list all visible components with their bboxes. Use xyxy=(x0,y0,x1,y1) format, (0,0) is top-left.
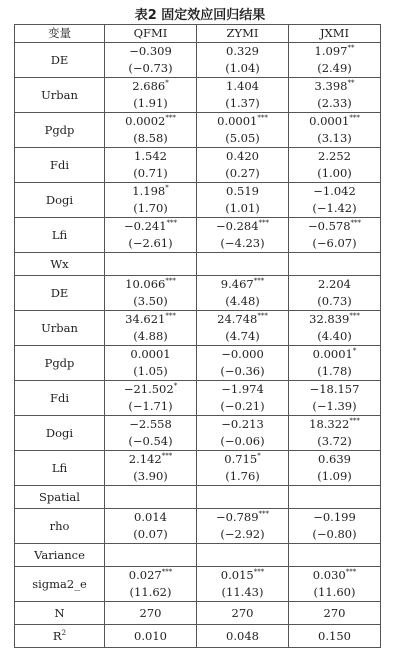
coefficient: 3.398 xyxy=(314,79,348,93)
coefficient-line xyxy=(105,78,196,95)
significance-stars: *** xyxy=(257,312,268,321)
coefficient-line xyxy=(289,346,380,363)
table-row xyxy=(15,218,381,253)
coefficient-line xyxy=(197,183,288,200)
t-statistic: (1.04) xyxy=(225,61,260,75)
significance-stars: *** xyxy=(165,277,176,286)
coefficient: 0.420 xyxy=(226,149,259,163)
coefficient-line xyxy=(105,183,196,200)
coefficient: −0.199 xyxy=(313,510,356,524)
coefficient: 1.404 xyxy=(226,79,259,93)
coefficient: 0.014 xyxy=(134,510,167,524)
estimate-cell xyxy=(197,451,289,486)
t-statistic: (1.78) xyxy=(317,364,352,378)
significance-stars: * xyxy=(173,382,178,391)
coefficient-line xyxy=(105,276,196,293)
header-col-qfmi: QFMI xyxy=(105,25,197,43)
estimate-cell xyxy=(289,416,381,451)
estimate-cell xyxy=(289,218,381,253)
variable-label: Lfi xyxy=(15,218,105,253)
variable-label: Pgdp xyxy=(15,346,105,381)
significance-stars: *** xyxy=(257,114,268,123)
stat-label xyxy=(15,602,105,625)
coefficient: 9.467 xyxy=(220,277,254,291)
estimate-cell xyxy=(105,567,197,602)
significance-stars: *** xyxy=(166,219,178,228)
variable-label: Fdi xyxy=(15,148,105,183)
t-statistic: (4.48) xyxy=(225,294,260,308)
coefficient: 0.027 xyxy=(128,568,162,582)
estimate-cell xyxy=(105,78,197,113)
coefficient: 24.748 xyxy=(217,312,258,326)
estimate-cell xyxy=(105,183,197,218)
estimate-cell xyxy=(105,218,197,253)
coefficient-line xyxy=(197,43,288,60)
significance-stars: ** xyxy=(347,79,355,88)
t-statistic: (−0.06) xyxy=(220,434,265,448)
stat-row xyxy=(15,602,381,625)
significance-stars: * xyxy=(257,452,261,461)
empty-cell xyxy=(105,544,197,567)
coefficient: 10.066 xyxy=(125,277,166,291)
coefficient: 0.329 xyxy=(226,44,259,58)
section-label: Spatial xyxy=(15,486,105,509)
t-statistic: (4.74) xyxy=(225,329,260,343)
t-statistic: (4.40) xyxy=(317,329,352,343)
coefficient: 0.0001 xyxy=(130,347,171,361)
section-label: Variance xyxy=(15,544,105,567)
table-row xyxy=(15,276,381,311)
estimate-cell xyxy=(105,416,197,451)
t-statistic: (4.88) xyxy=(133,329,168,343)
t-statistic: (0.07) xyxy=(133,527,168,541)
coefficient-line xyxy=(105,148,196,165)
variable-label: Dogi xyxy=(15,416,105,451)
t-statistic: (3.72) xyxy=(317,434,352,448)
t-statistic: (−1.71) xyxy=(128,399,173,413)
estimate-cell xyxy=(289,346,381,381)
coefficient: 1.198 xyxy=(132,184,166,198)
table-row xyxy=(15,311,381,346)
header-variable: 变量 xyxy=(15,25,105,43)
coefficient-line xyxy=(289,43,380,60)
coefficient-line xyxy=(289,451,380,468)
coefficient-line xyxy=(197,381,288,398)
coefficient-line xyxy=(197,451,288,468)
coefficient-line xyxy=(197,78,288,95)
coefficient: 0.030 xyxy=(312,568,346,582)
empty-cell xyxy=(289,544,381,567)
variable-label: Urban xyxy=(15,78,105,113)
estimate-cell xyxy=(105,311,197,346)
t-statistic: (8.58) xyxy=(133,131,168,145)
estimate-cell xyxy=(105,276,197,311)
coefficient: −0.241 xyxy=(123,219,167,233)
estimate-cell xyxy=(289,113,381,148)
section-row xyxy=(15,253,381,276)
t-statistic: (1.01) xyxy=(225,201,260,215)
t-statistic: (−1.39) xyxy=(312,399,357,413)
table-row xyxy=(15,346,381,381)
coefficient-line xyxy=(197,311,288,328)
stat-row xyxy=(15,625,381,648)
variable-label: Dogi xyxy=(15,183,105,218)
coefficient-line xyxy=(105,509,196,526)
coefficient-line xyxy=(289,311,380,328)
significance-stars: *** xyxy=(161,452,173,461)
stat-label-text: R xyxy=(52,628,62,643)
coefficient-line xyxy=(289,113,380,130)
estimate-cell xyxy=(197,416,289,451)
estimate-cell xyxy=(105,451,197,486)
coefficient-line xyxy=(105,451,196,468)
header-col-jxmi: JXMI xyxy=(289,25,381,43)
estimate-cell xyxy=(289,78,381,113)
t-statistic: (1.76) xyxy=(225,469,260,483)
coefficient-line xyxy=(289,183,380,200)
significance-stars: *** xyxy=(165,312,176,321)
empty-cell xyxy=(197,486,289,509)
estimate-cell xyxy=(289,451,381,486)
stat-value: 270 xyxy=(289,602,381,625)
estimate-cell xyxy=(105,43,197,78)
empty-cell xyxy=(289,253,381,276)
estimate-cell xyxy=(289,183,381,218)
empty-cell xyxy=(105,486,197,509)
t-statistic: (−2.61) xyxy=(128,236,173,250)
coefficient-line xyxy=(289,416,380,433)
coefficient: −0.578 xyxy=(307,219,351,233)
empty-cell xyxy=(105,253,197,276)
significance-stars: ** xyxy=(347,44,355,53)
estimate-cell xyxy=(289,311,381,346)
significance-stars: *** xyxy=(258,219,270,228)
estimate-cell xyxy=(105,509,197,544)
significance-stars: *** xyxy=(165,114,176,123)
t-statistic: (1.91) xyxy=(133,96,168,110)
table-row xyxy=(15,183,381,218)
coefficient: 0.0001 xyxy=(217,114,258,128)
estimate-cell xyxy=(197,509,289,544)
stat-value: 0.150 xyxy=(289,625,381,648)
coefficient: 1.097 xyxy=(314,44,348,58)
coefficient-line xyxy=(105,311,196,328)
stat-value: 0.010 xyxy=(105,625,197,648)
estimate-cell xyxy=(105,113,197,148)
coefficient: 2.204 xyxy=(318,277,351,291)
t-statistic: (−4.23) xyxy=(220,236,265,250)
coefficient-line xyxy=(197,567,288,584)
coefficient: 0.0002 xyxy=(125,114,166,128)
significance-stars: * xyxy=(165,184,169,193)
section-row xyxy=(15,486,381,509)
coefficient-line xyxy=(105,381,196,398)
estimate-cell xyxy=(289,509,381,544)
variable-label: rho xyxy=(15,509,105,544)
significance-stars: *** xyxy=(345,568,357,577)
coefficient-line xyxy=(289,276,380,293)
coefficient-line xyxy=(289,567,380,584)
estimate-cell xyxy=(105,381,197,416)
coefficient: −1.042 xyxy=(313,184,356,198)
coefficient-line xyxy=(289,148,380,165)
coefficient: 0.015 xyxy=(220,568,254,582)
coefficient: 0.519 xyxy=(226,184,259,198)
coefficient: −0.789 xyxy=(215,510,259,524)
t-statistic: (1.37) xyxy=(225,96,260,110)
t-statistic: (0.27) xyxy=(225,166,260,180)
t-statistic: (−0.21) xyxy=(220,399,265,413)
t-statistic: (−0.36) xyxy=(220,364,265,378)
stat-label-text: N xyxy=(54,605,65,620)
table-row xyxy=(15,509,381,544)
significance-stars: *** xyxy=(350,219,362,228)
table-row xyxy=(15,43,381,78)
coefficient-line xyxy=(289,509,380,526)
estimate-cell xyxy=(197,148,289,183)
variable-label: Fdi xyxy=(15,381,105,416)
header-col-zymi: ZYMI xyxy=(197,25,289,43)
stat-value: 270 xyxy=(197,602,289,625)
t-statistic: (−2.92) xyxy=(220,527,265,541)
coefficient-line xyxy=(105,416,196,433)
significance-stars: * xyxy=(352,347,357,356)
coefficient: 0.0001 xyxy=(309,114,350,128)
coefficient: −0.000 xyxy=(221,347,264,361)
estimate-cell xyxy=(197,276,289,311)
significance-stars: *** xyxy=(161,568,173,577)
significance-stars: *** xyxy=(349,312,360,321)
coefficient: 0.715 xyxy=(224,452,258,466)
t-statistic: (3.50) xyxy=(133,294,168,308)
t-statistic: (2.49) xyxy=(317,61,352,75)
estimate-cell xyxy=(197,78,289,113)
t-statistic: (11.43) xyxy=(221,585,264,599)
estimate-cell xyxy=(289,567,381,602)
stat-label-sup: 2 xyxy=(61,628,67,637)
empty-cell xyxy=(197,253,289,276)
coefficient: 34.621 xyxy=(125,312,166,326)
empty-cell xyxy=(289,486,381,509)
t-statistic: (−0.80) xyxy=(312,527,357,541)
variable-label: DE xyxy=(15,43,105,78)
coefficient: −0.309 xyxy=(129,44,172,58)
table-row xyxy=(15,148,381,183)
variable-label: Urban xyxy=(15,311,105,346)
section-row xyxy=(15,544,381,567)
coefficient-line xyxy=(197,113,288,130)
estimate-cell xyxy=(197,381,289,416)
header-row xyxy=(15,25,381,43)
coefficient-line xyxy=(197,509,288,526)
table-row xyxy=(15,416,381,451)
coefficient: 2.686 xyxy=(132,79,166,93)
estimate-cell xyxy=(289,43,381,78)
coefficient-line xyxy=(197,218,288,235)
t-statistic: (5.05) xyxy=(225,131,260,145)
t-statistic: (1.05) xyxy=(133,364,168,378)
estimate-cell xyxy=(289,276,381,311)
stat-label xyxy=(15,625,105,648)
table-row xyxy=(15,451,381,486)
coefficient: −18.157 xyxy=(309,382,360,396)
significance-stars: *** xyxy=(253,568,265,577)
table-row xyxy=(15,381,381,416)
coefficient: −1.974 xyxy=(221,382,264,396)
coefficient: 2.252 xyxy=(318,149,351,163)
variable-label: Pgdp xyxy=(15,113,105,148)
t-statistic: (1.00) xyxy=(317,166,352,180)
t-statistic: (−6.07) xyxy=(312,236,357,250)
table-title: 表2 固定效应回归结果 xyxy=(134,8,266,23)
estimate-cell xyxy=(105,148,197,183)
coefficient-line xyxy=(197,148,288,165)
estimate-cell xyxy=(105,346,197,381)
table-row xyxy=(15,78,381,113)
estimate-cell xyxy=(197,346,289,381)
table-body xyxy=(15,43,381,648)
t-statistic: (3.90) xyxy=(133,469,168,483)
regression-table xyxy=(14,24,381,648)
t-statistic: (−0.73) xyxy=(128,61,173,75)
coefficient-line xyxy=(105,218,196,235)
significance-stars: *** xyxy=(258,510,270,519)
t-statistic: (−1.42) xyxy=(312,201,357,215)
coefficient: 2.142 xyxy=(128,452,162,466)
empty-cell xyxy=(197,544,289,567)
estimate-cell xyxy=(197,113,289,148)
coefficient-line xyxy=(289,381,380,398)
coefficient: −2.558 xyxy=(129,417,172,431)
coefficient-line xyxy=(105,346,196,363)
coefficient: −0.284 xyxy=(215,219,259,233)
stat-value: 270 xyxy=(105,602,197,625)
estimate-cell xyxy=(197,311,289,346)
t-statistic: (11.60) xyxy=(313,585,356,599)
estimate-cell xyxy=(197,567,289,602)
estimate-cell xyxy=(197,218,289,253)
coefficient: 0.0001 xyxy=(312,347,353,361)
t-statistic: (0.73) xyxy=(317,294,352,308)
significance-stars: *** xyxy=(349,114,360,123)
coefficient-line xyxy=(197,276,288,293)
coefficient-line xyxy=(105,567,196,584)
coefficient: 18.322 xyxy=(309,417,350,431)
section-label: Wx xyxy=(15,253,105,276)
coefficient: 32.839 xyxy=(309,312,350,326)
coefficient-line xyxy=(105,113,196,130)
estimate-cell xyxy=(197,183,289,218)
coefficient: 1.542 xyxy=(134,149,167,163)
coefficient-line xyxy=(197,416,288,433)
significance-stars: *** xyxy=(349,417,360,426)
significance-stars: * xyxy=(165,79,169,88)
estimate-cell xyxy=(289,148,381,183)
table-row xyxy=(15,113,381,148)
stat-value: 0.048 xyxy=(197,625,289,648)
t-statistic: (11.62) xyxy=(129,585,172,599)
coefficient: 0.639 xyxy=(318,452,351,466)
estimate-cell xyxy=(289,381,381,416)
coefficient: −0.213 xyxy=(221,417,264,431)
t-statistic: (0.71) xyxy=(133,166,168,180)
t-statistic: (1.09) xyxy=(317,469,352,483)
coefficient-line xyxy=(105,43,196,60)
variable-label: sigma2_e xyxy=(15,567,105,602)
variable-label: Lfi xyxy=(15,451,105,486)
t-statistic: (−0.54) xyxy=(128,434,173,448)
t-statistic: (1.70) xyxy=(133,201,168,215)
variable-label: DE xyxy=(15,276,105,311)
coefficient: −21.502 xyxy=(123,382,174,396)
significance-stars: *** xyxy=(253,277,265,286)
coefficient-line xyxy=(289,218,380,235)
t-statistic: (3.13) xyxy=(317,131,352,145)
estimate-cell xyxy=(197,43,289,78)
coefficient-line xyxy=(289,78,380,95)
table-row xyxy=(15,567,381,602)
coefficient-line xyxy=(197,346,288,363)
t-statistic: (2.33) xyxy=(317,96,352,110)
